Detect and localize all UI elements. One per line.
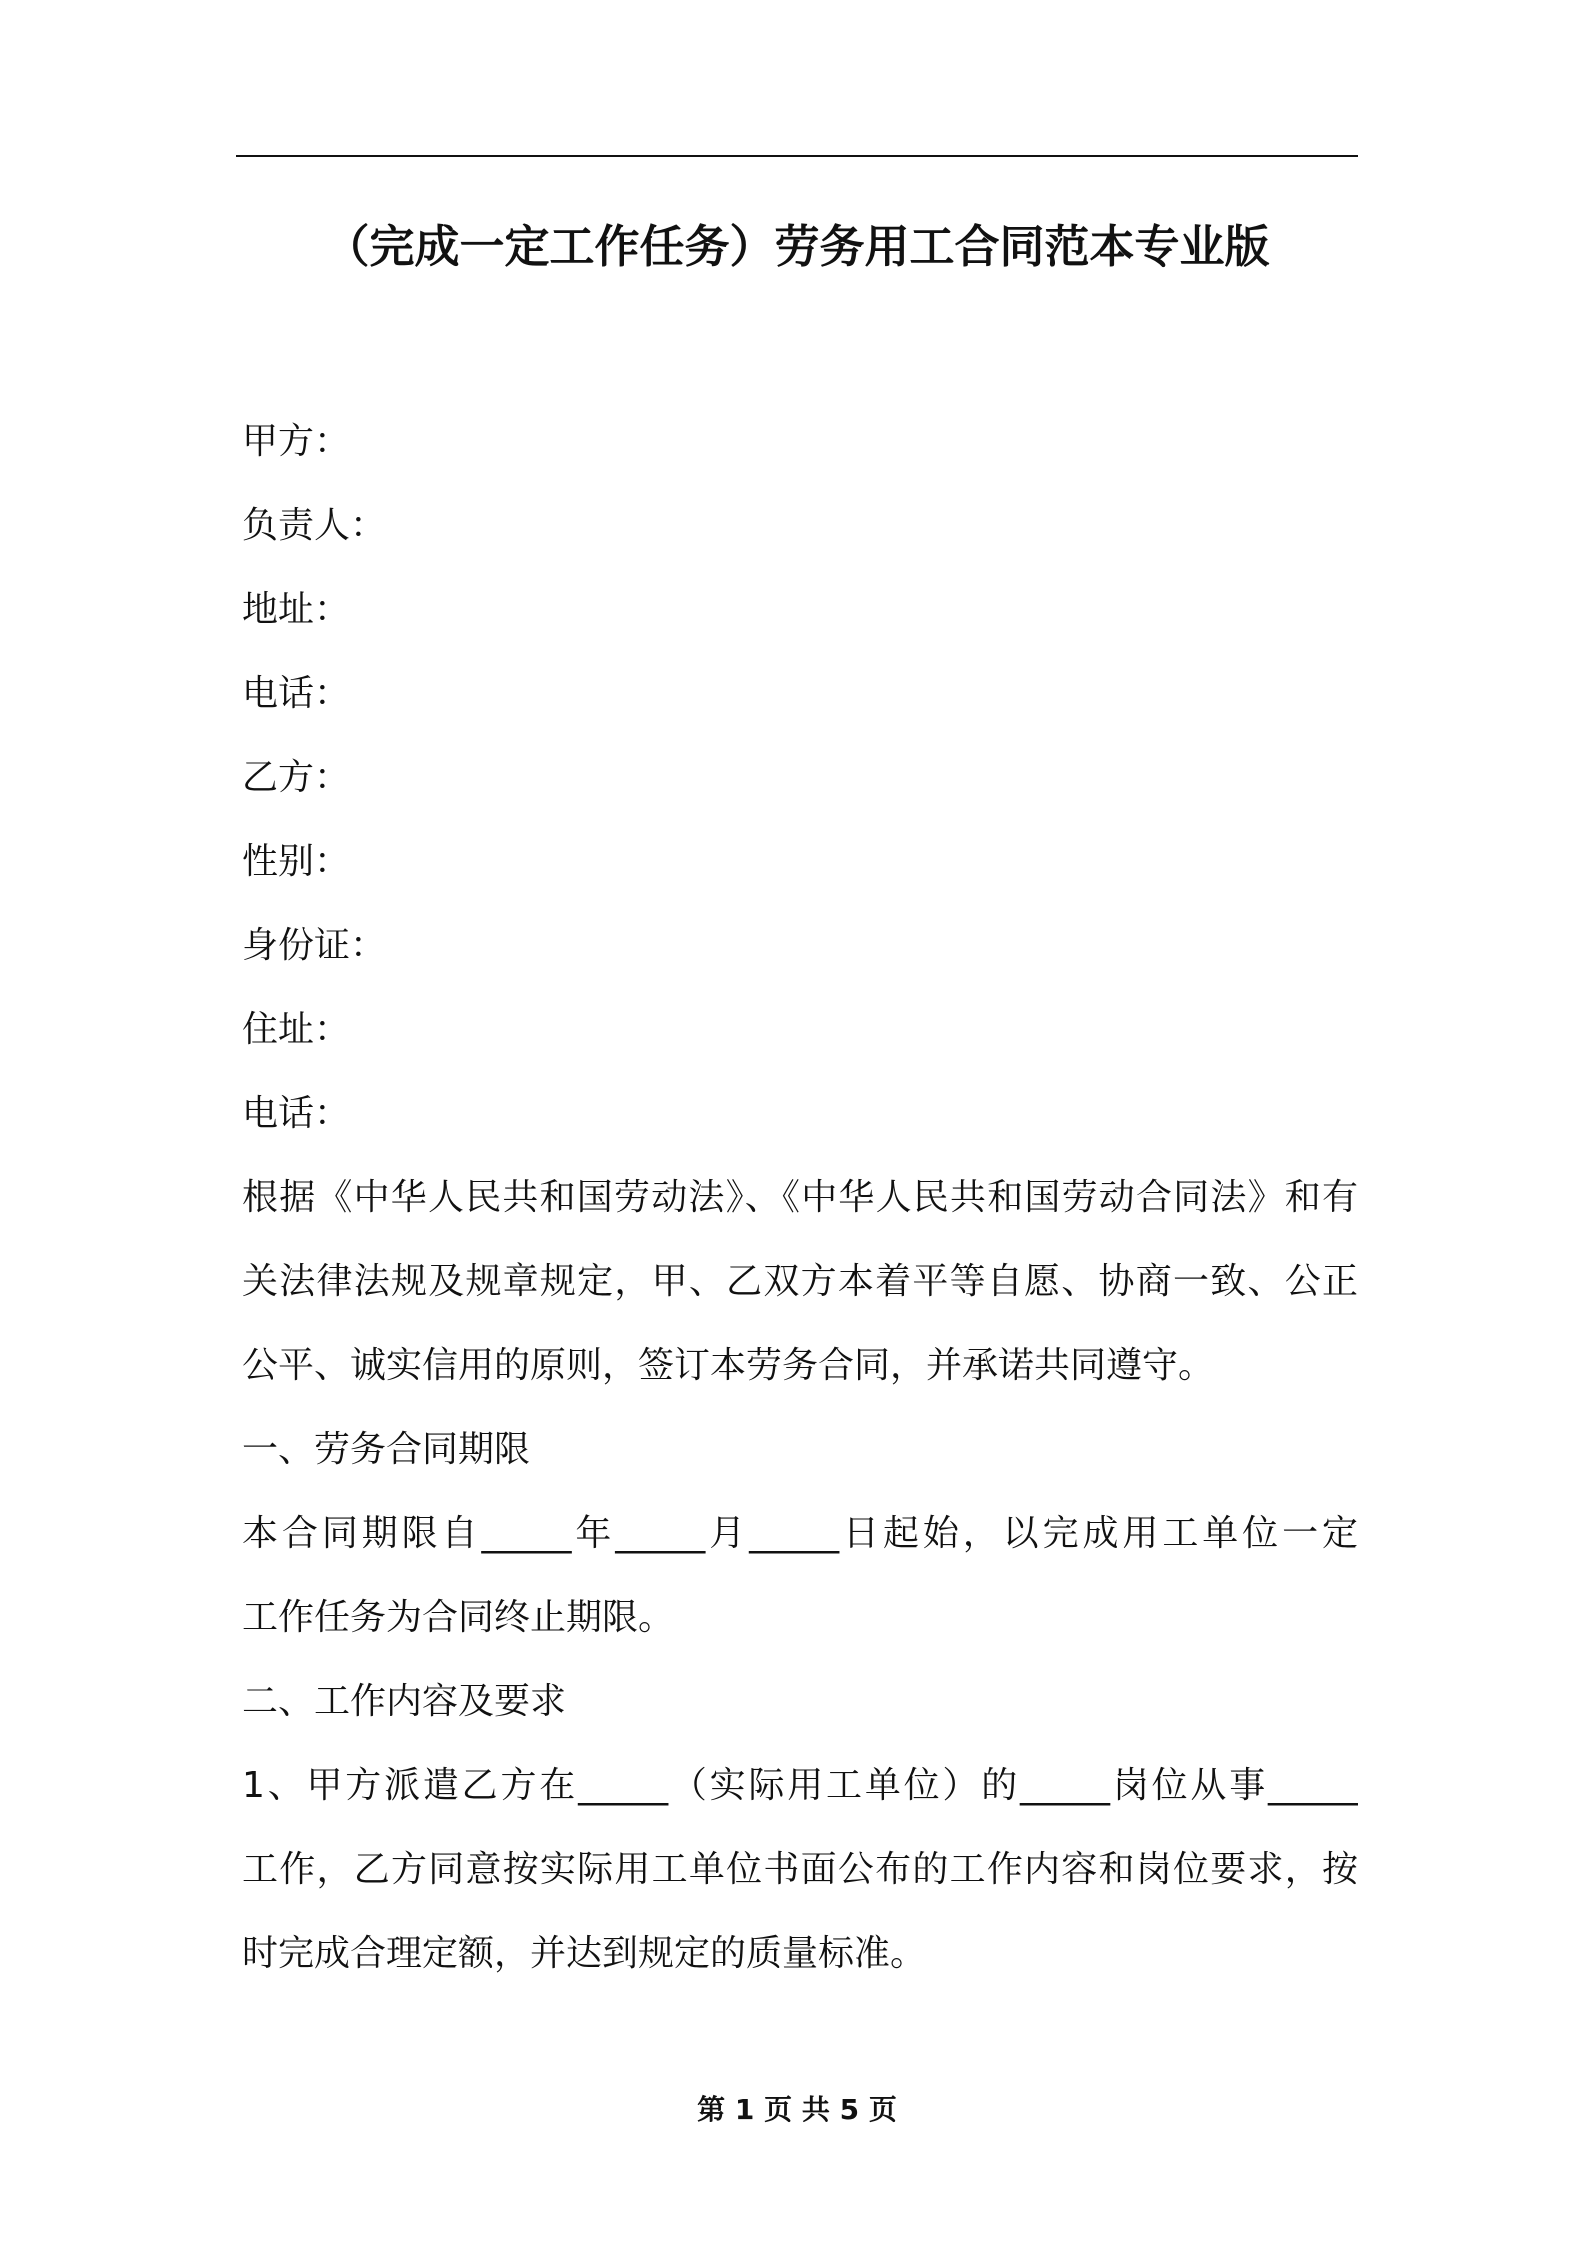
section-1-heading: 一、劳务合同期限 [242, 1429, 531, 1470]
party-a-responsible-label: 负责人： [242, 505, 387, 546]
party-a-label: 甲方： [242, 421, 351, 462]
party-a-phone-label: 电话： [242, 673, 351, 714]
header-rule [236, 155, 1358, 157]
page-indicator: 第 1 页 共 5 页 [697, 2093, 897, 2126]
document-body [242, 400, 1358, 1996]
preamble-line: 根据《中华人民共和国劳动法》、《中华人民共和国劳动合同法》和有 [242, 1177, 1358, 1218]
preamble-line: 关法律法规及规章规定，甲、乙双方本着平等自愿、协商一致、公正 [242, 1261, 1358, 1302]
section-2-line: 时完成合理定额，并达到规定的质量标准。 [242, 1933, 927, 1974]
section-1-line: 工作任务为合同终止期限。 [242, 1597, 675, 1638]
party-b-label: 乙方： [242, 757, 351, 798]
party-b-address-label: 住址： [242, 1009, 351, 1050]
document-title: （完成一定工作任务）劳务用工合同范本专业版 [324, 220, 1270, 273]
party-a-address-label: 地址： [242, 589, 351, 630]
section-2-line: 工作，乙方同意按实际用工单位书面公布的工作内容和岗位要求，按 [242, 1849, 1358, 1890]
party-b-phone-label: 电话： [242, 1093, 351, 1134]
section-1-line: 本合同期限自_____年_____月_____日起始，以完成用工单位一定 [242, 1513, 1358, 1554]
party-b-id-label: 身份证： [242, 925, 387, 966]
section-2-heading: 二、工作内容及要求 [242, 1681, 567, 1722]
section-2-line: 1、甲方派遣乙方在_____（实际用工单位）的_____岗位从事_____ [242, 1765, 1358, 1806]
preamble-line: 公平、诚实信用的原则，签订本劳务合同，并承诺共同遵守。 [242, 1345, 1215, 1386]
party-b-gender-label: 性别： [242, 841, 351, 882]
